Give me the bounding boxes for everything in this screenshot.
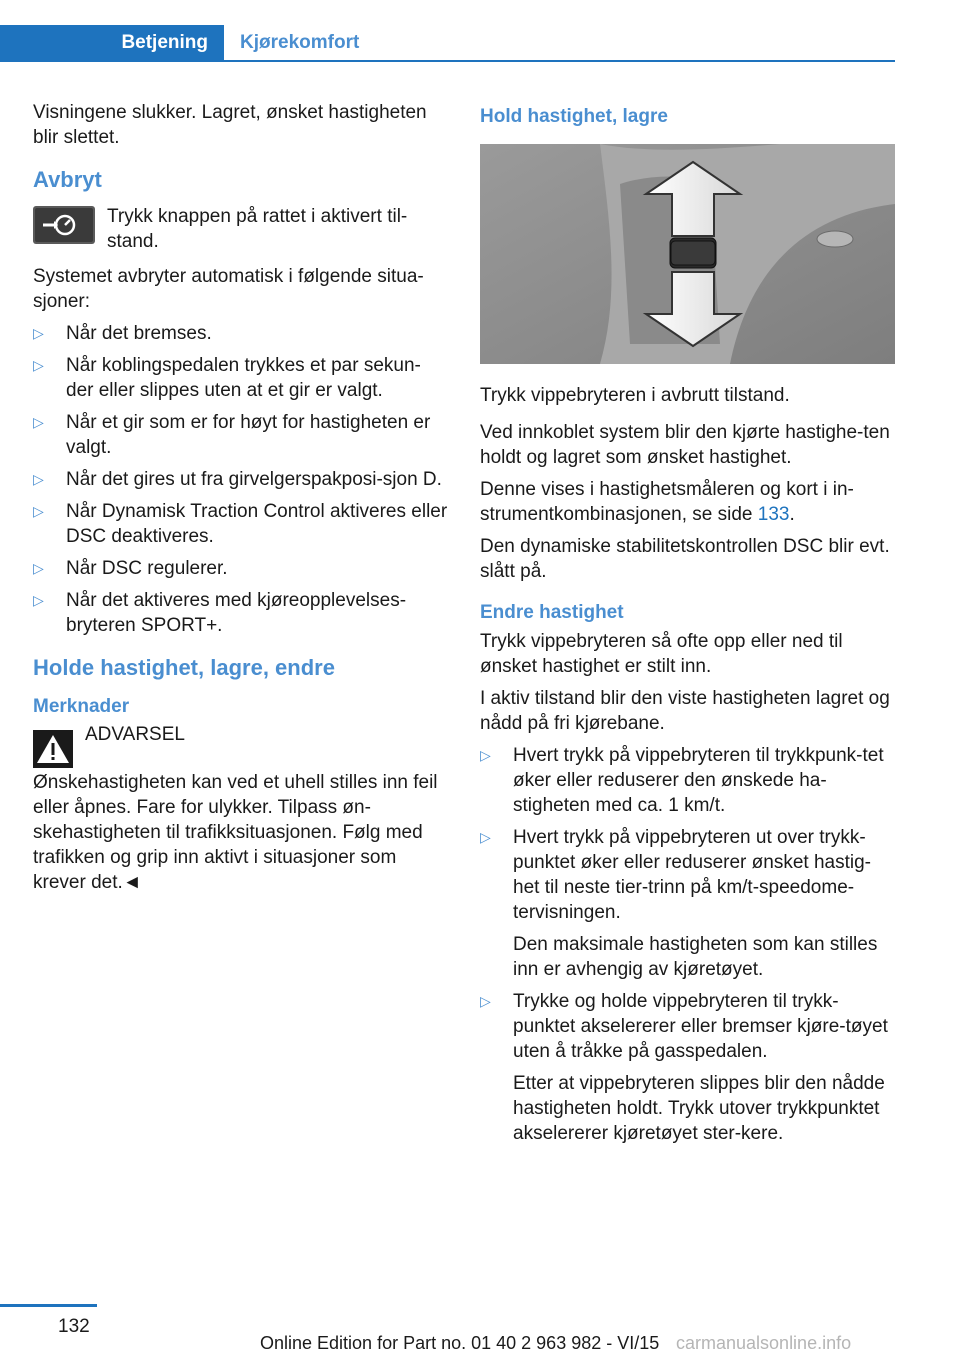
list-item-subtext: Den maksimale hastigheten som kan stilles inn er avhengig av kjøretøyet. bbox=[513, 934, 878, 980]
warning-text: Ønskehastigheten kan ved et uhell stilles inn feil eller åpnes. Fare for ulykker. Tilpass øn-skehastigheten til trafikksituasjonen. Følg med trafikken og grip inn aktivt i situasjoner som krever det.◄ bbox=[33, 772, 438, 893]
triangle-right-outline-icon: ▷ bbox=[480, 829, 491, 845]
tab-betjening-label: Betjening bbox=[121, 31, 208, 53]
list-item bbox=[33, 353, 448, 403]
list-item-text: Når det aktiveres med kjøreopplevelses-bryteren SPORT+. bbox=[66, 590, 407, 636]
list-item bbox=[480, 743, 895, 818]
footer-rule bbox=[0, 1304, 97, 1307]
hold-heading: Hold hastighet, lagre bbox=[480, 106, 668, 127]
p3-text-after: . bbox=[789, 504, 795, 525]
triangle-right-outline-icon: ▷ bbox=[480, 993, 491, 1009]
triangle-right-outline-icon: ▷ bbox=[33, 560, 44, 576]
list-item bbox=[33, 588, 448, 638]
list-item bbox=[33, 410, 448, 460]
cruise-cancel-icon bbox=[33, 206, 95, 244]
p5-text: Trykk vippebryteren så ofte opp eller ned til ønsket hastighet er stilt inn. bbox=[480, 631, 843, 677]
triangle-right-outline-icon: ▷ bbox=[33, 592, 44, 608]
triangle-right-outline-icon: ▷ bbox=[33, 503, 44, 519]
list-item bbox=[33, 499, 448, 549]
list-item bbox=[480, 989, 895, 1146]
p6-text: I aktiv tilstand blir den viste hastigheten lagret og nådd på fri kjørebane. bbox=[480, 688, 890, 734]
triangle-right-outline-icon: ▷ bbox=[480, 747, 491, 763]
list-item-subtext: Etter at vippebryteren slippes blir den nådde hastigheten holdt. Trykk utover trykkpunktet akselererer kjøretøyet ster-kere. bbox=[513, 1073, 885, 1144]
merknader-heading: Merknader bbox=[33, 696, 130, 717]
warning-row bbox=[33, 726, 448, 768]
watermark: carmanualsonline.info bbox=[676, 1333, 852, 1353]
advarsel-label: ADVARSEL bbox=[85, 724, 185, 745]
right-column bbox=[480, 100, 895, 1153]
system-text: Systemet avbryter automatisk i følgende situa-sjoner: bbox=[33, 266, 424, 312]
endre-heading: Endre hastighet bbox=[480, 602, 624, 623]
tab-kjorekomfort[interactable] bbox=[240, 25, 359, 60]
intro-text: Visningene slukker. Lagret, ønsket hastigheten blir slettet. bbox=[33, 102, 427, 148]
p1-text: Trykk vippebryteren i avbrutt tilstand. bbox=[480, 385, 790, 406]
tab-betjening[interactable] bbox=[0, 25, 224, 60]
page-number: 132 bbox=[58, 1316, 90, 1337]
speed-change-list bbox=[480, 743, 895, 1146]
p2-text: Ved innkoblet system blir den kjørte hastighe-ten holdt og lagret som ønsket hastighet. bbox=[480, 422, 890, 468]
list-item bbox=[480, 825, 895, 982]
steering-wheel-rocker-image bbox=[480, 144, 895, 364]
header-tabbar bbox=[0, 25, 895, 62]
cancel-conditions-list bbox=[33, 321, 448, 638]
avbryt-heading: Avbryt bbox=[33, 167, 102, 192]
triangle-right-outline-icon: ▷ bbox=[33, 414, 44, 430]
list-item bbox=[33, 467, 448, 492]
p3-text-before: Denne vises i hastighetsmåleren og kort i in-strumentkombinasjonen, se side bbox=[480, 479, 854, 525]
holde-heading: Holde hastighet, lagre, endre bbox=[33, 655, 335, 680]
triangle-right-outline-icon: ▷ bbox=[33, 357, 44, 373]
tab-kjorekomfort-label: Kjørekomfort bbox=[240, 31, 360, 53]
list-item-text: Hvert trykk på vippebryteren til trykkpunk-tet øker eller reduserer den ønskede ha-stigheten med ca. 1 km/t. bbox=[513, 745, 884, 816]
avbryt-row bbox=[33, 204, 448, 254]
p4-text: Den dynamiske stabilitetskontrollen DSC blir evt. slått på. bbox=[480, 536, 890, 582]
list-item-text: Hvert trykk på vippebryteren ut over trykk-punktet øker eller reduserer ønsket hastig-het til neste tier-trinn på km/t-speedome-tervisningen. bbox=[513, 827, 871, 923]
warning-triangle-icon bbox=[33, 730, 73, 768]
edition-text: Online Edition for Part no. 01 40 2 963 982 - VI/15 bbox=[260, 1333, 660, 1353]
list-item bbox=[33, 321, 448, 346]
page-link[interactable]: 133 bbox=[757, 504, 790, 525]
triangle-right-outline-icon: ▷ bbox=[33, 471, 44, 487]
list-item-text: Når DSC regulerer. bbox=[66, 558, 228, 579]
list-item bbox=[33, 556, 448, 581]
triangle-right-outline-icon: ▷ bbox=[33, 325, 44, 341]
avbryt-text: Trykk knappen på rattet i aktivert til-stand. bbox=[107, 206, 408, 252]
list-item-text: Når Dynamisk Traction Control aktiveres eller DSC deaktiveres. bbox=[66, 501, 448, 547]
list-item-text: Når et gir som er for høyt for hastigheten er valgt. bbox=[66, 412, 431, 458]
list-item-text: Trykke og holde vippebryteren til trykk-punktet akselererer eller bremser kjøre-tøyet uten å tråkke på gasspedalen. bbox=[513, 991, 888, 1062]
left-column bbox=[33, 100, 448, 902]
list-item-text: Når koblingspedalen trykkes et par sekun-der eller slippes uten at et gir er valgt. bbox=[66, 355, 421, 401]
p3-text bbox=[480, 477, 895, 527]
list-item-text: Når det gires ut fra girvelgerspakposi-sjon D. bbox=[66, 469, 442, 490]
list-item-text: Når det bremses. bbox=[66, 323, 212, 344]
